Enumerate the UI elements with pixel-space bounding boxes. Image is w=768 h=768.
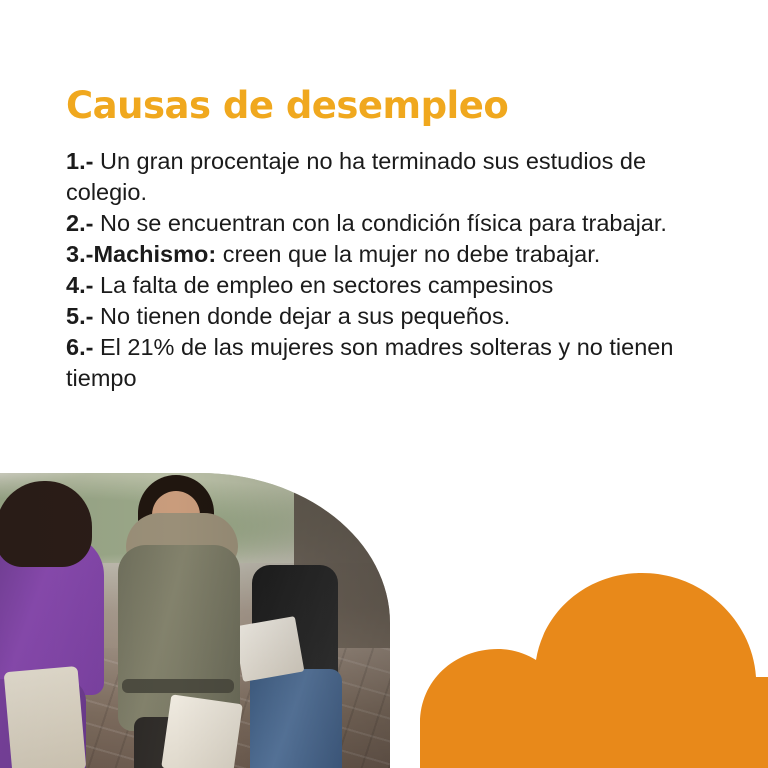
causes-list xyxy=(66,146,714,394)
list-item xyxy=(66,270,714,301)
list-item-text: El 21% de las mujeres son madres solteras y no tienen tiempo xyxy=(66,334,674,391)
list-item-number: 3.- xyxy=(66,241,94,267)
list-item-text: Un gran procentaje no ha terminado sus estudios de colegio. xyxy=(66,148,647,205)
list-item-number: 4.- xyxy=(66,272,94,298)
list-item xyxy=(66,301,714,332)
page-title: Causas de desempleo xyxy=(66,84,509,127)
list-item xyxy=(66,146,714,208)
photo-shading xyxy=(0,473,390,768)
list-item-text: La falta de empleo en sectores campesinos xyxy=(99,272,554,298)
list-item-number: 2.- xyxy=(66,210,94,236)
list-item xyxy=(66,239,714,270)
photo-three-women xyxy=(0,473,390,768)
list-item xyxy=(66,208,714,239)
list-item-text: creen que la mujer no debe trabajar. xyxy=(222,241,601,267)
list-item-text: No tienen donde dejar a sus pequeños. xyxy=(99,303,511,329)
photo-background xyxy=(0,473,390,768)
list-item-number: 1.- xyxy=(66,148,94,174)
list-item xyxy=(66,332,714,394)
list-item-number: 6.- xyxy=(66,334,94,360)
list-item-text: No se encuentran con la condición física para trabajar. xyxy=(99,210,667,236)
decorative-orange-blob xyxy=(420,563,768,768)
list-item-number: 5.- xyxy=(66,303,94,329)
list-item-term: Machismo: xyxy=(93,241,217,267)
